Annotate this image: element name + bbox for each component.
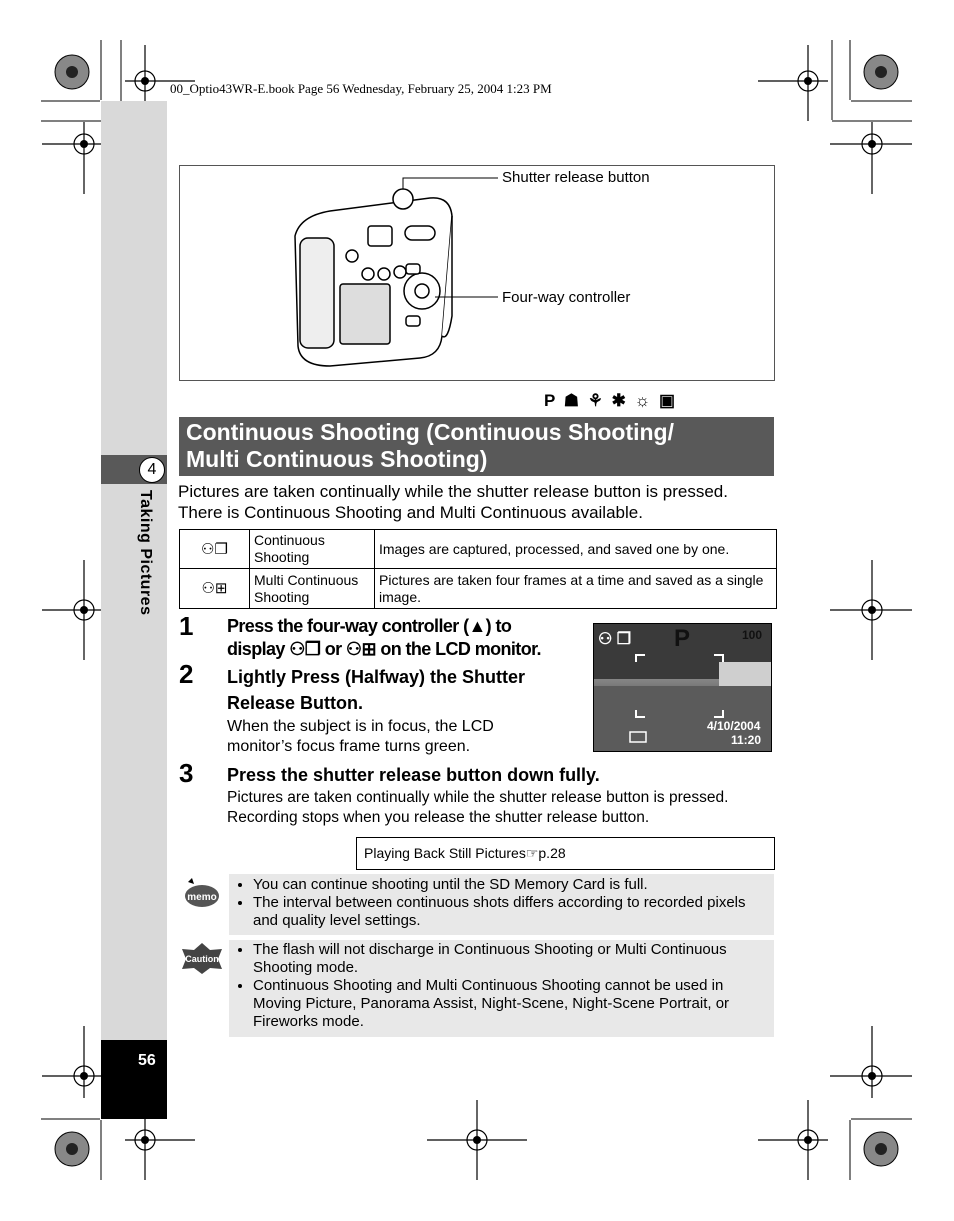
memo-icon [180,876,220,910]
caution-item: • Continuous Shooting and Multi Continuous Shooting cannot be used in Moving Picture, Panorama Assist, Night-Scene, Night-Scene Portrait, or Fireworks mode. [253,977,774,1031]
caution-note [229,940,774,1037]
page-number: 56 [138,1052,156,1069]
step-title-line: Release Button. [227,693,364,713]
step-body-line: monitor’s focus frame turns green. [227,738,471,755]
section-title-line1: Continuous Shooting (Continuous Shooting/ [186,419,674,445]
caution-item: • The flash will not discharge in Continuous Shooting or Multi Continuous Shooting mode. [253,941,774,977]
shooting-mode-icons: P ☗ ⚘ ✱ ☼ ▣ [544,391,678,410]
reference-box [356,837,775,870]
lcd-mode-icons: ⚇ ❐ [598,631,632,648]
lcd-preview [593,623,772,752]
step-body [227,788,728,828]
modes-table [179,529,777,609]
table-row [180,569,777,609]
section-title-bar [179,417,774,476]
multi-continuous-mode-icon: ⚇⊞ [180,569,250,609]
reference-link[interactable]: Playing Back Still Pictures☞p.28 [364,845,566,861]
file-header: 00_Optio43WR-E.book Page 56 Wednesday, February 25, 2004 1:23 PM [170,81,552,96]
step-number: 2 [179,659,194,689]
step-body [227,717,494,757]
caution-icon [180,941,224,975]
memo-note [229,874,774,935]
continuous-mode-icon: ⚇❐ [180,530,250,569]
chapter-label: Taking Pictures [137,490,154,616]
page-number-box [101,1040,167,1119]
step-title-line: display ⚇❐ or ⚇⊞ on the LCD monitor. [227,639,541,659]
step-body-line: Pictures are taken continually while the shutter release button is pressed. [227,789,729,806]
lcd-remaining-count: 100 [742,628,763,642]
svg-text:memo: memo [187,892,217,903]
lcd-exposure-mode: P [674,625,691,652]
step-title [227,615,541,661]
step-title: Press the shutter release button down fully. [227,765,600,785]
callout-four-way-controller: Four-way controller [502,289,631,306]
step-body-line: Recording stops when you release the shutter release button. [227,809,650,826]
step-body-line: When the subject is in focus, the LCD [227,718,494,735]
callout-shutter-release: Shutter release button [502,169,650,186]
mode-name: Continuous Shooting [250,530,375,569]
mode-description: Images are captured, processed, and saved one by one. [375,530,777,569]
camera-figure [179,165,775,381]
svg-text:Caution: Caution [185,954,219,964]
chapter-number: 4 [139,457,165,483]
camera-illustration [180,166,774,380]
intro-line2: There is Continuous Shooting and Multi Continuous available. [178,503,643,522]
intro-paragraph [178,481,778,523]
lcd-time: 11:20 [731,733,762,747]
lcd-date: 4/10/2004 [707,719,761,733]
sidebar-strip [101,101,167,1119]
step-title-line: Press the four-way controller (▲) to [227,616,512,636]
step-number: 1 [179,611,194,641]
intro-line1: Pictures are taken continually while the shutter release button is pressed. [178,482,728,501]
step-title [227,664,525,716]
table-row [180,530,777,569]
section-title-line2: Multi Continuous Shooting) [186,446,488,472]
step-number: 3 [179,758,194,788]
mode-description: Pictures are taken four frames at a time and saved as a single image. [375,569,777,609]
memo-item: • You can continue shooting until the SD Memory Card is full. [253,876,774,894]
memo-item: • The interval between continuous shots differs according to recorded pixels and quality level settings. [253,894,774,930]
mode-name: Multi Continuous Shooting [250,569,375,609]
step-title-line: Lightly Press (Halfway) the Shutter [227,667,526,687]
